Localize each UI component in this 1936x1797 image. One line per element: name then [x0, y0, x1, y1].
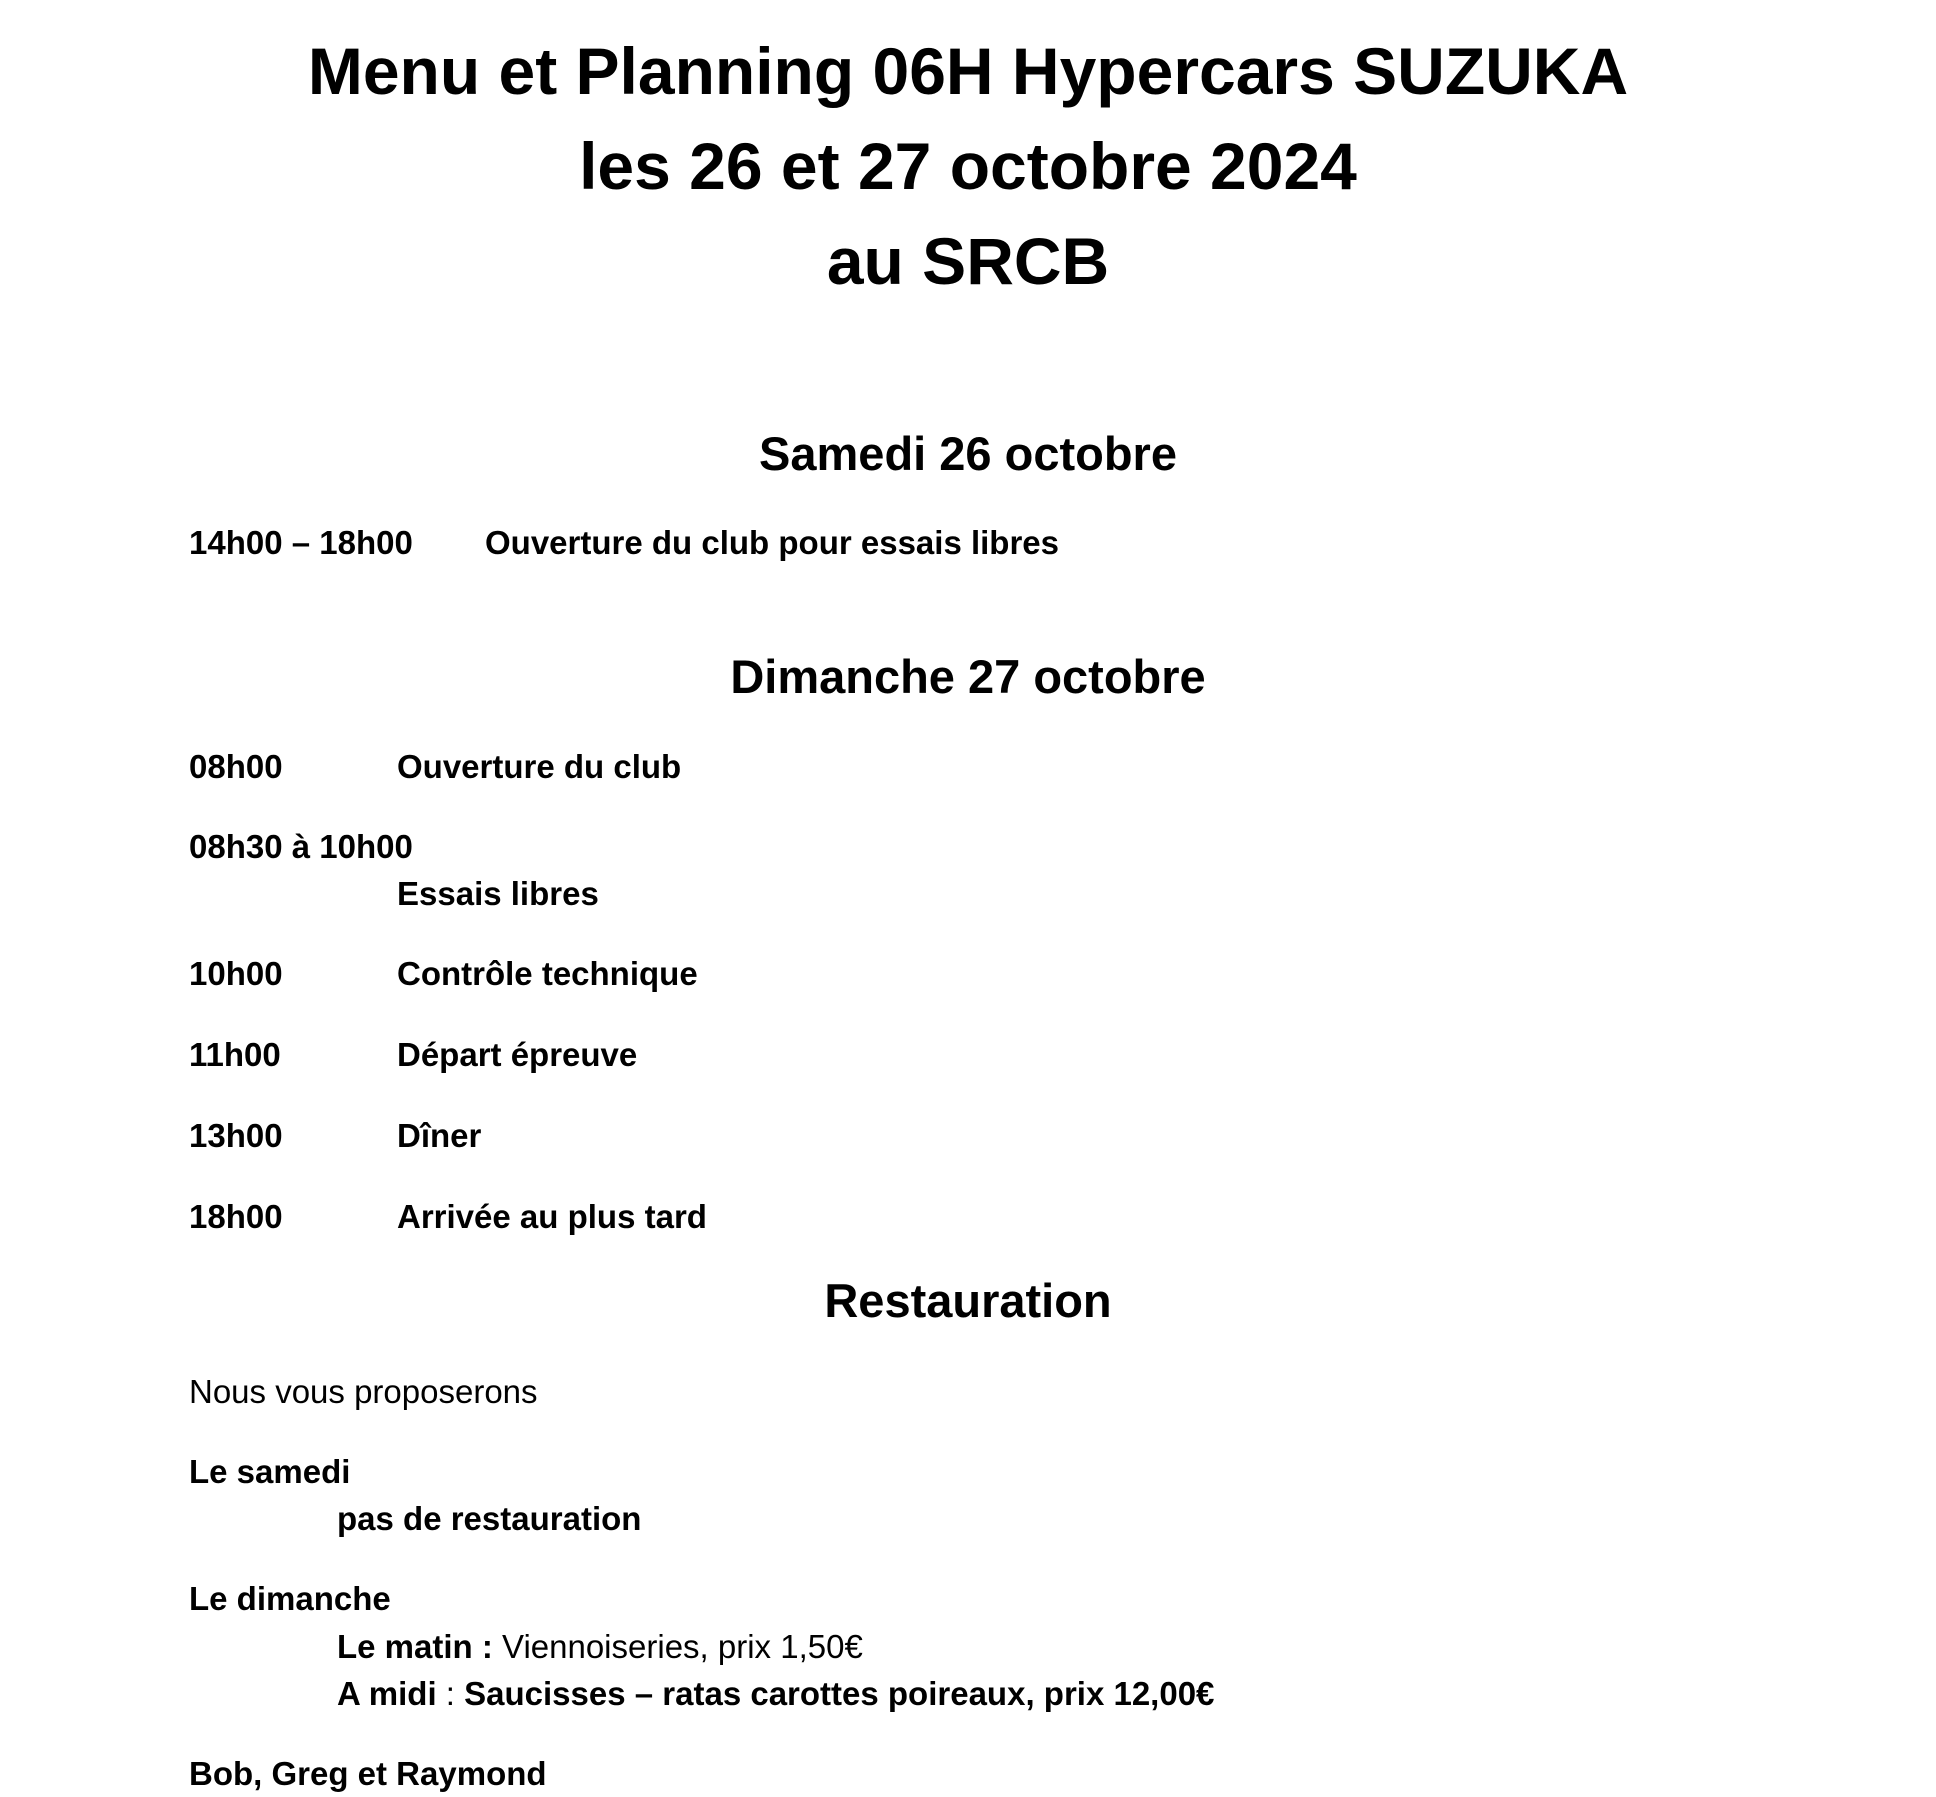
morning-label: Le matin : — [337, 1628, 493, 1665]
schedule-activity: Arrivée au plus tard — [397, 1198, 707, 1235]
schedule-time: 18h00 — [189, 1198, 283, 1235]
saturday-catering-detail: pas de restauration — [337, 1500, 642, 1537]
title-line-3: au SRCB — [826, 224, 1110, 298]
schedule-activity: Ouverture du club — [397, 748, 682, 785]
catering-intro: Nous vous proposerons — [189, 1373, 538, 1410]
schedule-time: 10h00 — [189, 955, 283, 992]
schedule-activity: Départ épreuve — [397, 1036, 638, 1073]
noon-separator: : — [436, 1675, 465, 1712]
sunday-catering-label: Le dimanche — [189, 1580, 391, 1617]
schedule-activity: Ouverture du club pour essais libres — [485, 524, 1060, 561]
schedule-activity: Contrôle technique — [397, 955, 698, 992]
catering-heading: Restauration — [824, 1274, 1112, 1327]
saturday-heading: Samedi 26 octobre — [759, 427, 1177, 480]
schedule-time: 13h00 — [189, 1117, 283, 1154]
schedule-time: 08h00 — [189, 748, 283, 785]
schedule-row — [189, 1036, 638, 1074]
schedule-activity: Dîner — [397, 1117, 482, 1154]
schedule-row — [189, 1198, 707, 1236]
schedule-activity: Essais libres — [397, 875, 599, 912]
schedule-row — [189, 828, 599, 912]
title-line-1: Menu et Planning 06H Hypercars SUZUKA — [307, 34, 1629, 108]
morning-detail: Viennoiseries, prix 1,50€ — [492, 1628, 863, 1665]
title-line-2: les 26 et 27 octobre 2024 — [579, 129, 1357, 203]
schedule-row — [189, 955, 698, 993]
noon-label: A midi — [337, 1675, 437, 1712]
schedule-row — [189, 1117, 482, 1155]
noon-detail: Saucisses – ratas carottes poireaux, prix 12,00€ — [464, 1675, 1215, 1712]
noon-menu-line — [337, 1675, 1214, 1713]
schedule-time: 14h00 – 18h00 — [189, 524, 413, 561]
signature: Bob, Greg et Raymond — [189, 1755, 547, 1792]
saturday-catering-label: Le samedi — [189, 1453, 351, 1490]
sunday-heading: Dimanche 27 octobre — [730, 650, 1206, 703]
morning-menu-line — [337, 1628, 863, 1666]
schedule-time: 08h30 à 10h00 — [189, 828, 413, 865]
schedule-row — [189, 524, 1060, 562]
schedule-row — [189, 748, 682, 786]
schedule-time: 11h00 — [189, 1036, 281, 1073]
